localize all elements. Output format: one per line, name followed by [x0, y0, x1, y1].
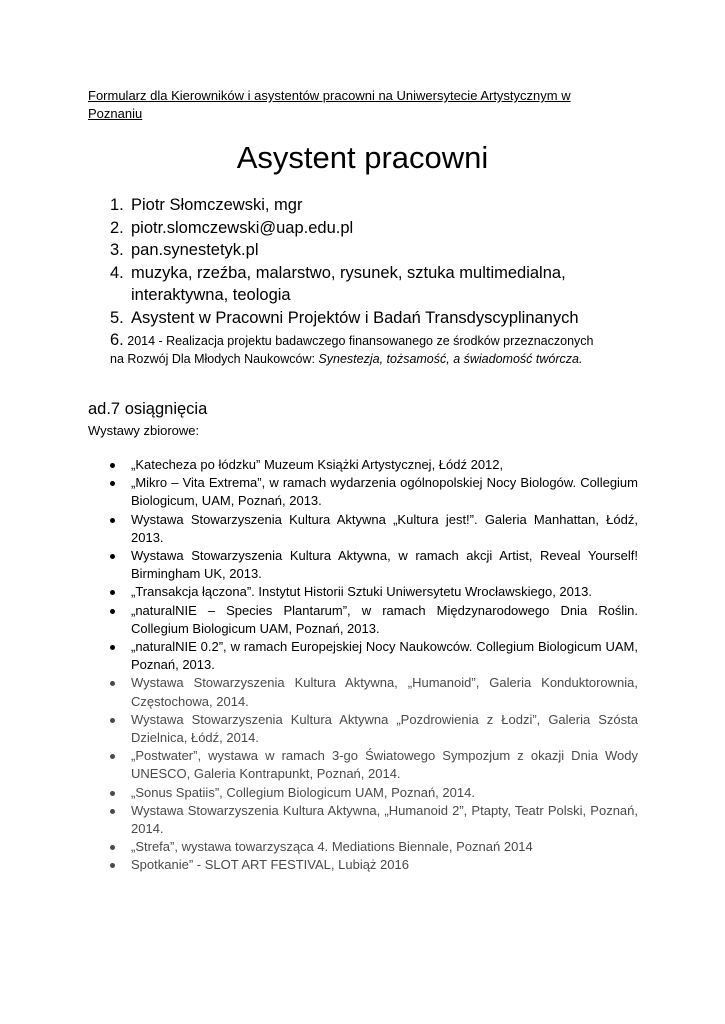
bullet-icon — [110, 791, 115, 796]
form-header: Formularz dla Kierowników i asystentów pracowni na Uniwersytecie Artystycznym w Poznaniu — [88, 88, 571, 121]
item-number: 6. — [110, 331, 124, 349]
list-item — [110, 511, 638, 547]
exhibition-text: „Transakcja łączona”. Instytut Historii Sztuki Uniwersytetu Wrocławskiego, 2013. — [131, 584, 592, 600]
item-text: Piotr Słomczewski, mgr — [131, 196, 303, 214]
exhibition-text: Spotkanie” - SLOT ART FESTIVAL, Lubiąż 2016 — [131, 857, 409, 873]
list-item — [110, 638, 638, 674]
list-item — [110, 583, 638, 601]
list-item — [110, 784, 638, 802]
item-number: 1. — [110, 196, 124, 214]
exhibition-text: „Postwater”, wystawa w ramach 3-go Światowego Sympozjum z okazji Dnia Wody UNESCO, Galeria Kontrapunkt, Poznań, 2014. — [131, 748, 638, 782]
page-title: Asystent pracowni — [236, 140, 489, 175]
list-item — [110, 239, 630, 262]
exhibition-text: „naturalNIE – Species Plantarum”, w ramach Międzynarodowego Dnia Roślin. Collegium Biologicum UAM, Poznań, 2013. — [131, 602, 638, 636]
item-6-lead: 2014 - Realizacja projektu badawczego finansowanego ze środków przeznaczonych — [123, 334, 594, 348]
exhibition-text: „Sonus Spatiis”, Collegium Biologicum UAM, Poznań, 2014. — [131, 784, 475, 800]
bullet-icon — [110, 809, 115, 814]
bullet-icon — [110, 681, 115, 686]
list-item — [110, 262, 630, 307]
email-text: piotr.slomczewski@uap.edu.pl — [131, 218, 354, 237]
list-item — [110, 456, 638, 474]
bullet-icon — [110, 554, 115, 559]
website-text: pan.synestetyk.pl — [131, 241, 259, 259]
section-heading: ad.7 osiągnięcia — [88, 400, 208, 418]
item-number: 2. — [110, 218, 124, 237]
exhibitions-list — [110, 456, 638, 875]
item-text: muzyka, rzeźba, malarstwo, rysunek, sztuka multimedialna, interaktywna, teologia — [131, 263, 566, 304]
list-item — [110, 802, 638, 838]
bullet-icon — [110, 463, 115, 468]
bullet-icon — [110, 518, 115, 523]
section-subheading: Wystawy zbiorowe: — [88, 423, 200, 438]
item-text: Asystent w Pracowni Projektów i Badań Transdyscyplinanych — [131, 308, 579, 327]
exhibition-text: „Mikro – Vita Extrema”, w ramach wydarzenia ogólnopolskiej Nocy Biologów. Collegium Biologicum, UAM, Poznań, 2013. — [131, 475, 638, 509]
item-6-continuation — [110, 350, 630, 368]
exhibition-text: Wystawa Stowarzyszenia Kultura Aktywna „Kultura jest!”. Galeria Manhattan, Łódź, 2013. — [131, 511, 638, 545]
bullet-icon — [110, 609, 115, 614]
list-item — [110, 307, 630, 330]
item-number: 5. — [110, 308, 124, 327]
list-item — [110, 217, 630, 240]
exhibition-text: Wystawa Stowarzyszenia Kultura Aktywna, „Humanoid”, Galeria Konduktorownia, Częstochowa, 2014. — [131, 675, 638, 709]
bullet-icon — [110, 645, 115, 650]
exhibition-text: „naturalNIE 0.2”, w ramach Europejskiej Nocy Naukowców. Collegium Biologicum UAM, Poznań, 2013. — [131, 639, 638, 673]
list-item — [110, 838, 638, 856]
bullet-icon — [110, 481, 115, 486]
item-6-italic: Synestezja, tożsamość, a świadomość twórcza. — [318, 352, 583, 366]
bullet-icon — [110, 863, 115, 868]
list-item — [110, 474, 638, 510]
exhibition-text: Wystawa Stowarzyszenia Kultura Aktywna, w ramach akcji Artist, Reveal Yourself! Birmingham UK, 2013. — [131, 548, 638, 582]
bullet-icon — [110, 718, 115, 723]
exhibition-text: Wystawa Stowarzyszenia Kultura Aktywna, „Humanoid 2”, Ptapty, Teatr Polski, Poznań, 2014. — [131, 802, 638, 837]
exhibition-text: „Katecheza po łódzku” Muzeum Książki Artystycznej, Łódź 2012, — [131, 457, 504, 472]
exhibition-text: Wystawa Stowarzyszenia Kultura Aktywna „Pozdrowienia z Łodzi”, Galeria Szósta Dzielnica, Łódź, 2014. — [131, 711, 638, 746]
list-item — [110, 602, 638, 638]
item-6-cont-text: na Rozwój Dla Młodych Naukowców: — [110, 352, 319, 366]
list-item-6 — [110, 331, 630, 368]
list-item — [110, 674, 638, 710]
list-item — [110, 856, 638, 874]
bullet-icon — [110, 845, 115, 850]
list-item — [110, 194, 630, 217]
item-number: 4. — [110, 263, 124, 282]
exhibition-text: „Strefa”, wystawa towarzysząca 4. Mediations Biennale, Poznań 2014 — [131, 839, 533, 855]
list-item — [110, 547, 638, 583]
list-item — [110, 711, 638, 747]
bullet-icon — [110, 590, 115, 595]
item-number: 3. — [110, 241, 124, 259]
numbered-list — [110, 194, 630, 368]
list-item — [110, 747, 638, 783]
bullet-icon — [110, 754, 115, 759]
